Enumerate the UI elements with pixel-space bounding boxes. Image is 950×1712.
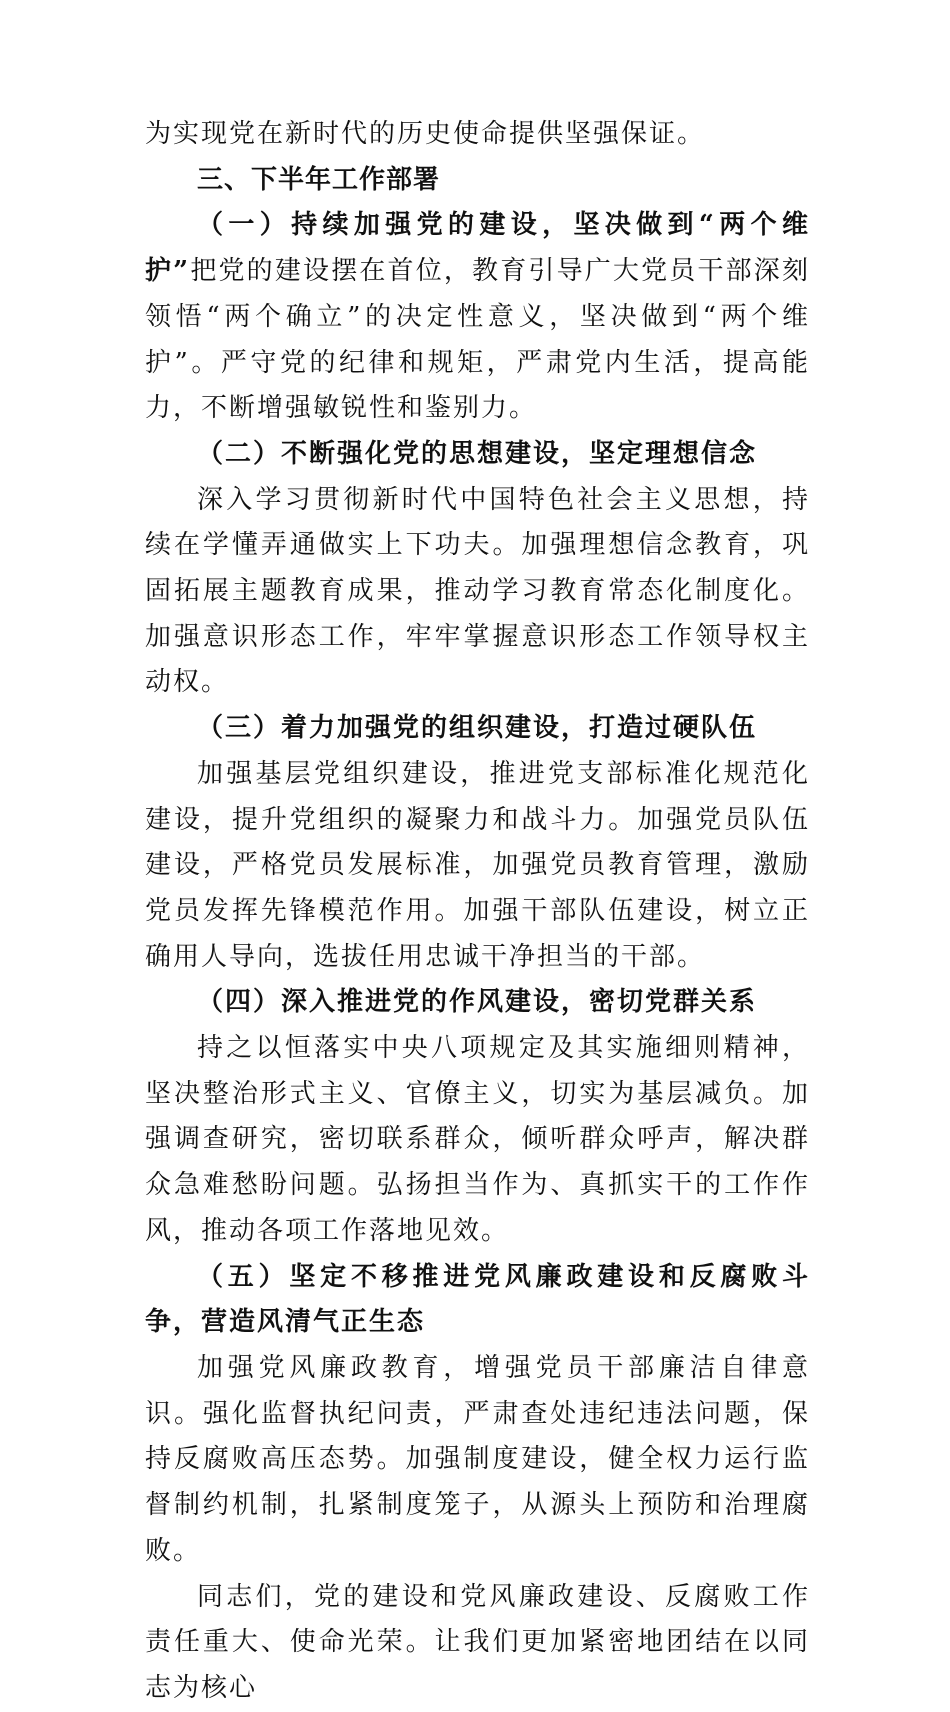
section-heading: 三、下半年工作部署 [197, 164, 441, 195]
paragraph-sub-heading-one [145, 203, 810, 432]
paragraph-body-five: 加强党风廉政教育，增强党员干部廉洁自律意识。强化监督执纪问责，严肃查处违纪违法问题，保持反腐败高压态势。加强制度建设，健全权力运行监督制约机制，扎紧制度笼子，从源头上预防和治理腐败。 [145, 1352, 810, 1566]
sub-heading-four: （四）深入推进党的作风建设，密切党群关系 [197, 987, 758, 1018]
paragraph-body-four: 持之以恒落实中央八项规定及其实施细则精神，坚决整治形式主义、官僚主义，切实为基层减负。加强调查研究，密切联系群众，倾听群众呼声，解决群众急难愁盼问题。弘扬担当作为、真抓实干的工作作风，推动各项工作落地见效。 [145, 1033, 810, 1246]
sub-heading-three: （三）着力加强党的组织建设，打造过硬队伍 [197, 713, 758, 744]
paragraph-body-two: 深入学习贯彻新时代中国特色社会主义思想，持续在学懂弄通做实上下功夫。加强理想信念教育，巩固拓展主题教育成果，推动学习教育常态化制度化。加强意识形态工作，牢牢掌握意识形态工作领导权主动权。 [145, 484, 810, 698]
document-body [145, 112, 810, 1712]
sub-heading-one: （一）持续加强党的建设，坚决做到“两个维护” [145, 210, 810, 287]
sub-heading-two: （二）不断强化党的思想建设，坚定理想信念 [197, 438, 758, 469]
paragraph-body-one: 把党的建设摆在首位，教育引导广大党员干部深刻领悟“两个确立”的决定性意义，坚决做到“两个维护”。严守党的纪律和规矩，严肃党内生活，提高能力，不断增强敏锐性和鉴别力。 [145, 256, 810, 424]
paragraph-body-three: 加强基层党组织建设，推进党支部标准化规范化建设，提升党组织的凝聚力和战斗力。加强党员队伍建设，严格党员发展标准，加强党员教育管理，激励党员发挥先锋模范作用。加强干部队伍建设，树立正确用人导向，选拔任用忠诚干净担当的干部。 [145, 758, 810, 972]
paragraph-closing: 同志们，党的建设和党风廉政建设、反腐败工作责任重大、使命光荣。让我们更加紧密地团结在以同志为核心 [145, 1581, 810, 1703]
sub-heading-five: （五）坚定不移推进党风廉政建设和反腐败斗争，营造风清气正生态 [145, 1261, 810, 1338]
paragraph-continuation: 为实现党在新时代的历史使命提供坚强保证。 [145, 119, 706, 149]
